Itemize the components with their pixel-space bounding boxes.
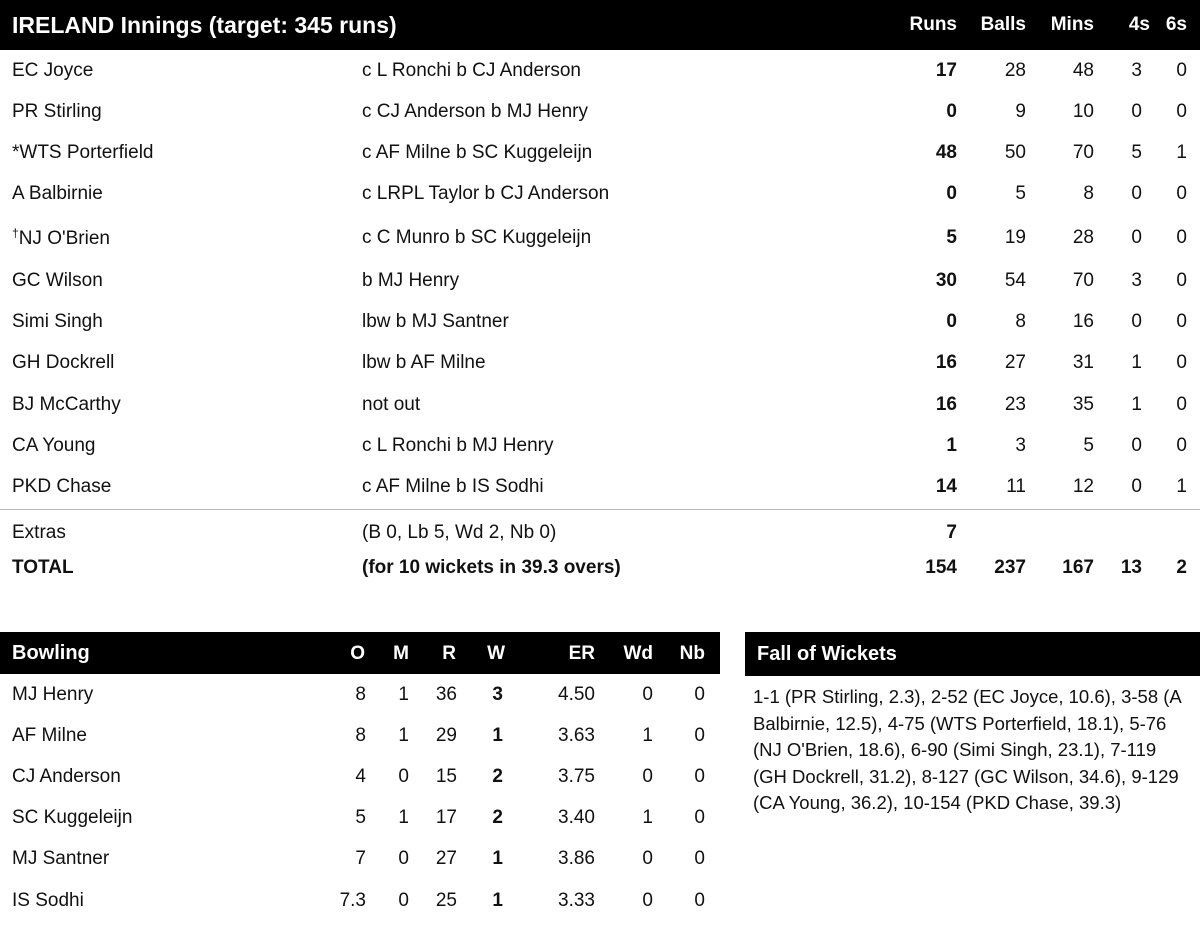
bowler-name: MJ Santner xyxy=(12,848,110,870)
batsman-mins: 48 xyxy=(1072,59,1094,81)
extras-label: Extras xyxy=(12,521,66,543)
batsman-sixes: 1 xyxy=(1176,475,1187,497)
header-overs: O xyxy=(350,643,365,664)
bowler-row xyxy=(0,839,720,880)
bowler-overs: 5 xyxy=(355,807,366,829)
batsman-balls: 5 xyxy=(1015,182,1026,204)
batsman-fours: 3 xyxy=(1131,59,1142,81)
bowler-maidens: 1 xyxy=(398,724,409,746)
bowler-runs: 27 xyxy=(435,848,457,870)
header-economy: ER xyxy=(568,643,595,664)
bowler-maidens: 1 xyxy=(398,807,409,829)
bowler-wickets: 1 xyxy=(492,889,503,911)
batsman-name-text: NJ O'Brien xyxy=(18,227,110,249)
extras-runs: 7 xyxy=(946,521,957,543)
dismissal: b MJ Henry xyxy=(362,269,460,291)
bowler-row xyxy=(0,715,720,756)
bowler-economy: 3.63 xyxy=(558,724,595,746)
batsman-sixes: 0 xyxy=(1176,434,1187,456)
batsman-name: EC Joyce xyxy=(12,59,94,81)
batsman-row xyxy=(0,50,1200,91)
batsman-name: BJ McCarthy xyxy=(12,393,121,415)
batsman-sixes: 0 xyxy=(1176,351,1187,373)
batsman-fours: 0 xyxy=(1131,310,1142,332)
innings-title: IRELAND Innings (target: 345 runs) xyxy=(12,12,397,38)
batsman-balls: 23 xyxy=(1004,393,1026,415)
batsman-runs: 1 xyxy=(946,434,957,456)
bowler-overs: 7 xyxy=(355,848,366,870)
batsman-sixes: 0 xyxy=(1176,269,1187,291)
batsman-sixes: 1 xyxy=(1176,141,1187,163)
bowler-maidens: 0 xyxy=(398,765,409,787)
bowler-overs: 4 xyxy=(355,765,366,787)
bowler-row xyxy=(0,880,720,921)
extras-detail: (B 0, Lb 5, Wd 2, Nb 0) xyxy=(362,521,557,543)
total-detail: (for 10 wickets in 39.3 overs) xyxy=(362,556,621,578)
batsman-sixes: 0 xyxy=(1176,100,1187,122)
bowler-economy: 3.40 xyxy=(558,807,595,829)
total-label: TOTAL xyxy=(12,556,74,578)
batsman-runs: 48 xyxy=(935,141,957,163)
batsman-name: A Balbirnie xyxy=(12,182,103,204)
dismissal: c CJ Anderson b MJ Henry xyxy=(362,100,588,122)
header-runs-conceded: R xyxy=(442,643,456,664)
batsman-name: Simi Singh xyxy=(12,310,103,332)
header-sixes: 6s xyxy=(1165,14,1187,35)
bowler-wides: 0 xyxy=(642,889,653,911)
batsman-sixes: 0 xyxy=(1176,310,1187,332)
batsman-name: PR Stirling xyxy=(12,100,102,122)
bowling-title: Bowling xyxy=(12,642,90,664)
batsman-mins: 28 xyxy=(1072,226,1094,248)
bowler-no-balls: 0 xyxy=(694,807,705,829)
header-fours: 4s xyxy=(1128,14,1150,35)
bowler-no-balls: 0 xyxy=(694,848,705,870)
batsman-runs: 5 xyxy=(946,226,957,248)
header-runs: Runs xyxy=(909,14,957,35)
batsman-row xyxy=(0,466,1200,507)
batsman-row xyxy=(0,132,1200,173)
dismissal: lbw b AF Milne xyxy=(362,351,486,373)
batsman-runs: 16 xyxy=(935,393,957,415)
batsman-name: *WTS Porterfield xyxy=(12,141,154,163)
bowler-wickets: 2 xyxy=(492,807,503,829)
batsman-runs: 16 xyxy=(935,351,957,373)
batsman-fours: 0 xyxy=(1131,475,1142,497)
batsman-balls: 8 xyxy=(1015,310,1026,332)
batsman-balls: 19 xyxy=(1004,226,1026,248)
bowler-wickets: 1 xyxy=(492,724,503,746)
batsman-mins: 70 xyxy=(1072,141,1094,163)
bowler-economy: 3.75 xyxy=(558,765,595,787)
batsman-fours: 1 xyxy=(1131,393,1142,415)
dismissal: c AF Milne b SC Kuggeleijn xyxy=(362,141,593,163)
dismissal: not out xyxy=(362,393,421,415)
bowler-row xyxy=(0,674,720,715)
batsman-balls: 28 xyxy=(1004,59,1026,81)
batsman-sixes: 0 xyxy=(1176,393,1187,415)
batsman-row xyxy=(0,342,1200,383)
dismissal: lbw b MJ Santner xyxy=(362,310,509,332)
total-row xyxy=(0,547,1200,588)
bowler-runs: 15 xyxy=(435,765,457,787)
batsman-fours: 0 xyxy=(1131,100,1142,122)
header-no-balls: Nb xyxy=(679,643,705,664)
batsman-sixes: 0 xyxy=(1176,182,1187,204)
batsman-row xyxy=(0,217,1200,258)
batsman-row xyxy=(0,173,1200,214)
bowler-wides: 1 xyxy=(642,724,653,746)
bowler-no-balls: 0 xyxy=(694,683,705,705)
total-fours: 13 xyxy=(1120,556,1142,578)
bowler-name: AF Milne xyxy=(12,724,87,746)
bowler-maidens: 0 xyxy=(398,848,409,870)
bowler-wides: 0 xyxy=(642,683,653,705)
batsman-balls: 50 xyxy=(1004,141,1026,163)
batsman-runs: 0 xyxy=(946,100,957,122)
bowler-maidens: 0 xyxy=(398,889,409,911)
batsman-runs: 17 xyxy=(935,59,957,81)
total-balls: 237 xyxy=(994,556,1026,578)
bowler-row xyxy=(0,798,720,839)
innings-header xyxy=(0,0,1200,50)
batsman-row xyxy=(0,260,1200,301)
bowler-runs: 29 xyxy=(435,724,457,746)
bowler-runs: 36 xyxy=(435,683,457,705)
batsman-row xyxy=(0,91,1200,132)
bowler-wickets: 1 xyxy=(492,848,503,870)
bowler-runs: 17 xyxy=(435,807,457,829)
batsman-balls: 9 xyxy=(1015,100,1026,122)
batsman-mins: 12 xyxy=(1072,475,1094,497)
bowler-wides: 1 xyxy=(642,807,653,829)
batsman-mins: 10 xyxy=(1072,100,1094,122)
total-mins: 167 xyxy=(1062,556,1094,578)
bowler-no-balls: 0 xyxy=(694,724,705,746)
batsman-sixes: 0 xyxy=(1176,226,1187,248)
batsman-name: CA Young xyxy=(12,434,96,456)
bowler-name: IS Sodhi xyxy=(12,889,84,911)
bowler-wides: 0 xyxy=(642,848,653,870)
batsman-fours: 0 xyxy=(1131,434,1142,456)
header-maidens: M xyxy=(393,643,409,664)
batsman-mins: 35 xyxy=(1072,393,1094,415)
batsman-mins: 16 xyxy=(1072,310,1094,332)
fall-of-wickets-text: 1-1 (PR Stirling, 2.3), 2-52 (EC Joyce, 10.6), 3-58 (A Balbirnie, 12.5), 4-75 (WTS Porterfield, 18.1), 5-76 (NJ O'Brien, 18.6), 6-90 (Simi Singh, 23.1), 7-119 (GH Dockrell, 31.2), 8-127 (GC Wilson, 34.6), 9-129 (CA Young, 36.2), 10-154 (PKD Chase, 39.3) xyxy=(753,686,1181,813)
bowler-no-balls: 0 xyxy=(694,765,705,787)
header-wides: Wd xyxy=(623,643,653,664)
dismissal: c LRPL Taylor b CJ Anderson xyxy=(362,182,610,204)
batsman-row xyxy=(0,301,1200,342)
bowler-overs: 7.3 xyxy=(339,889,366,911)
batsman-sixes: 0 xyxy=(1176,59,1187,81)
batsman-balls: 11 xyxy=(1006,475,1026,497)
bowler-no-balls: 0 xyxy=(694,889,705,911)
dismissal: c C Munro b SC Kuggeleijn xyxy=(362,226,592,248)
header-wickets: W xyxy=(487,643,505,664)
batsman-runs: 0 xyxy=(946,310,957,332)
batsman-fours: 0 xyxy=(1131,226,1142,248)
batsman-name: GC Wilson xyxy=(12,269,103,291)
batting-divider xyxy=(0,509,1200,510)
bowler-overs: 8 xyxy=(355,683,366,705)
bowler-economy: 3.86 xyxy=(558,848,595,870)
fall-of-wickets-header xyxy=(745,632,1200,676)
batsman-row xyxy=(0,425,1200,466)
batsman-balls: 3 xyxy=(1015,434,1026,456)
fall-of-wickets-title: Fall of Wickets xyxy=(757,643,897,665)
bowler-wickets: 3 xyxy=(492,683,503,705)
batsman-fours: 1 xyxy=(1131,351,1142,373)
bowler-wickets: 2 xyxy=(492,765,503,787)
bowler-economy: 4.50 xyxy=(558,683,595,705)
total-runs: 154 xyxy=(925,556,957,578)
batsman-balls: 27 xyxy=(1004,351,1026,373)
batsman-fours: 0 xyxy=(1131,182,1142,204)
dismissal: c AF Milne b IS Sodhi xyxy=(362,475,544,497)
batsman-fours: 3 xyxy=(1131,269,1142,291)
bowler-runs: 25 xyxy=(435,889,457,911)
batsman-marker: † xyxy=(12,225,19,240)
bowler-economy: 3.33 xyxy=(558,889,595,911)
bowler-maidens: 1 xyxy=(398,683,409,705)
batsman-mins: 31 xyxy=(1072,351,1094,373)
batsman-mins: 8 xyxy=(1083,182,1094,204)
batsman-mins: 70 xyxy=(1072,269,1094,291)
bowler-name: CJ Anderson xyxy=(12,765,121,787)
batsman-row xyxy=(0,384,1200,425)
batsman-name xyxy=(12,225,110,249)
header-balls: Balls xyxy=(980,14,1026,35)
batsman-balls: 54 xyxy=(1004,269,1026,291)
bowler-name: SC Kuggeleijn xyxy=(12,807,133,829)
batsman-name: GH Dockrell xyxy=(12,351,115,373)
bowling-header xyxy=(0,632,720,674)
dismissal: c L Ronchi b MJ Henry xyxy=(362,434,554,456)
bowler-row xyxy=(0,756,720,797)
batsman-fours: 5 xyxy=(1131,141,1142,163)
batsman-runs: 30 xyxy=(935,269,957,291)
batsman-runs: 14 xyxy=(935,475,957,497)
header-mins: Mins xyxy=(1050,14,1094,35)
batsman-mins: 5 xyxy=(1083,434,1094,456)
total-sixes: 2 xyxy=(1176,556,1187,578)
batsman-name: PKD Chase xyxy=(12,475,112,497)
bowler-overs: 8 xyxy=(355,724,366,746)
bowler-wides: 0 xyxy=(642,765,653,787)
bowler-name: MJ Henry xyxy=(12,683,94,705)
batsman-runs: 0 xyxy=(946,182,957,204)
dismissal: c L Ronchi b CJ Anderson xyxy=(362,59,581,81)
